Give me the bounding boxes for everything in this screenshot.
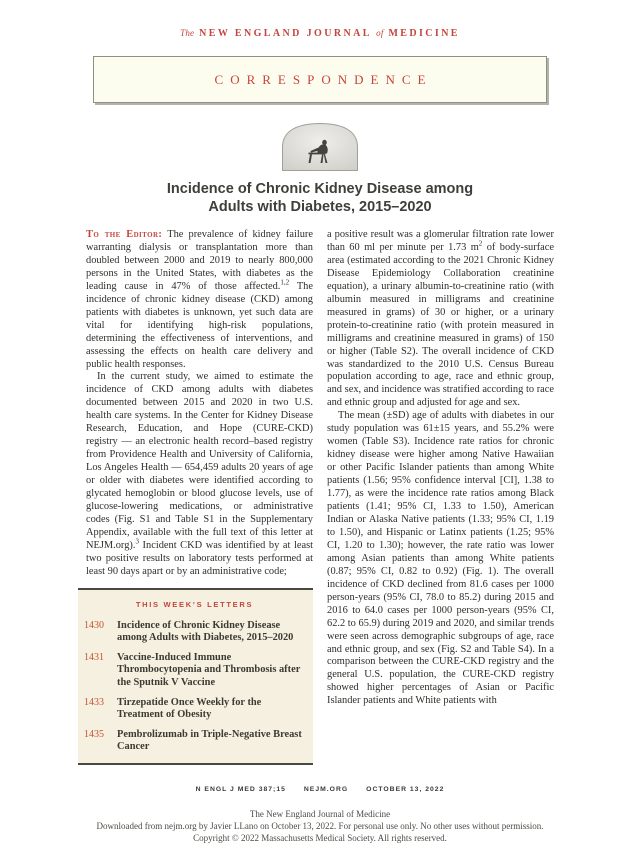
body-text: The mean (±SD) age of adults with diabetes in our study population was 61±15 years, and 55.2% were women (Table S3). Incidence rate ratios for chronic kidney disease were higher among Native Hawaiian or other Pacific Islander patients than among White patients (1.56; 95% confidence interval [CI], 1.38 to 1.77), as were the incidence rate ratios among Black patients (1.41; 95% CI, 1.33 to 1.50), American Indian or Alaska Native patients (1.33; 95% CI, 1.19 to 1.50), and Hispanic or Latinx patients (1.25; 95% CI, 1.20 to 1.30); however, the rate ratio was lower among Asian patients than among White patients (0.87; 95% CI, 0.82 to 0.92) (Fig. 1). The overall incidence of CKD declined from 81.6 cases per 1000 person-years (95% CI, 78.0 to 85.2) during 2015 and 2016 to 64.0 cases per 1000 person-years (95% CI, 62.2 to 65.9) during 2019 and 2020, and similar trends were seen across demographic subgroups of age, race and ethnic group, and sex (Fig. S2 and Table S4). In a comparison between the CURE-CKD registry and the general U.S. population, the CURE-CKD registry showed higher percentages of Asian or Pacific Islander patients and White patients with	[327, 410, 554, 707]
masthead-the: The	[180, 28, 195, 38]
unit-superscript: 2	[478, 239, 483, 248]
reference-superscript: 3	[135, 537, 139, 546]
issue-date: OCTOBER 13, 2022	[366, 786, 445, 793]
journal-citation: N ENGL J MED 387;15	[195, 786, 286, 793]
notice-download-line: Downloaded from nejm.org by Javier LLano on October 13, 2022. For personal use only. No other uses without permission.	[96, 821, 544, 831]
download-notice	[0, 808, 640, 844]
masthead-name-second: MEDICINE	[388, 28, 460, 39]
article-body	[86, 229, 554, 765]
letter-title: Tirzepatide Once Weekly for the Treatment of Obesity	[117, 696, 262, 721]
article-title-line1: Incidence of Chronic Kidney Disease among	[166, 181, 474, 197]
running-footer	[0, 786, 640, 793]
masthead-of: of	[376, 28, 384, 38]
article-title-line2: Adults with Diabetes, 2015–2020	[208, 199, 432, 215]
vignette	[0, 123, 640, 171]
letter-title: Vaccine-Induced Immune Thrombocytopenia and Thrombosis after the Sputnik V Vaccine	[117, 651, 301, 689]
letter-item	[82, 697, 307, 722]
body-text: In the current study, we aimed to estimate the incidence of CKD among adults with diabetes documented between 2015 and 2020 in two U.S. health care systems. In the Center for Kidney Disease Research, Education, and Hope (CURE-CKD) registry — an electronic health record–based registry from Providence Health and University of California, Los Angeles Health — 654,459 adults 20 years of age or older with diabetes were identified according to glycated hemoglobin or blood glucose levels, use of glucose-lowering medications, or administrative codes (Fig. S1 and Table S1 in the Supplementary Appendix, available with the full text of this letter at NEJM.org).	[86, 371, 313, 551]
paragraph-2	[86, 371, 313, 578]
letter-title: Incidence of Chronic Kidney Disease among Adults with Diabetes, 2015–2020	[117, 619, 294, 644]
letter-page-number: 1435	[84, 728, 104, 740]
right-column	[327, 229, 554, 765]
letter-page-number: 1431	[84, 651, 104, 663]
letter-item	[82, 620, 307, 645]
paragraph-3	[327, 410, 554, 708]
writer-at-desk-icon	[282, 123, 358, 171]
journal-masthead	[0, 0, 640, 39]
body-text: The prevalence of kidney failure warranting dialysis or transplantation more than doubled between 2000 and 2019 to nearly 800,000 persons in the United States, with diabetes as the leading cause in 47% of those affected.	[86, 229, 313, 292]
body-text: of body-surface area (estimated according to the 2021 Chronic Kidney Disease Epidemiology Collaboration creatinine equation), a urinary albumin-to-creatinine ratio (with albumin measured in milligrams and creatinine measured in grams) of 30 or higher, or a urinary protein-to-creatinine ratio (with protein measured in milligrams and creatinine measured in grams) of 150 or higher (Table S2). The overall incidence of CKD was standardized to the 2010 U.S. Census Bureau population according to age, race and ethnic group, and sex, and incidence was stratified according to race and ethnic group and adjusted for age and sex.	[327, 241, 554, 409]
body-text: a positive result was a glomerular filtration rate lower than 60 ml per minute per 1.73 m	[327, 229, 554, 253]
letters-box-header: THIS WEEK’S LETTERS	[135, 599, 254, 609]
letter-item	[82, 652, 307, 690]
article-title	[0, 180, 640, 216]
body-text: The incidence of chronic kidney disease (CKD) among patients with diabetes is unknown, yet such data are vital for identifying high-risk populations, determining the effectiveness of interventions, and assessing the effects on health care delivery and public health responses.	[86, 280, 313, 370]
correspondence-banner	[93, 56, 547, 103]
reference-superscript: 1,2	[280, 278, 290, 287]
letter-title: Pembrolizumab in Triple-Negative Breast Cancer	[117, 728, 302, 753]
left-column	[86, 229, 313, 765]
body-text: Incident CKD was identified by at least two positive results on laboratory tests performed at least 90 days apart or by an administrative code;	[86, 539, 313, 577]
letter-item	[82, 729, 307, 754]
section-title: CORRESPONDENCE	[214, 72, 433, 87]
masthead-name-first: NEW ENGLAND JOURNAL	[199, 28, 372, 39]
notice-journal-name: The New England Journal of Medicine	[249, 809, 391, 819]
this-weeks-letters-box	[78, 588, 313, 765]
paragraph-2-continued	[327, 229, 554, 410]
letter-page-number: 1433	[84, 696, 104, 708]
to-the-editor-label: To the Editor:	[86, 229, 163, 240]
paragraph-1	[86, 229, 313, 371]
letter-page-number: 1430	[84, 619, 104, 631]
journal-site: NEJM.ORG	[303, 786, 349, 793]
notice-copyright-line: Copyright © 2022 Massachusetts Medical Society. All rights reserved.	[193, 833, 447, 843]
